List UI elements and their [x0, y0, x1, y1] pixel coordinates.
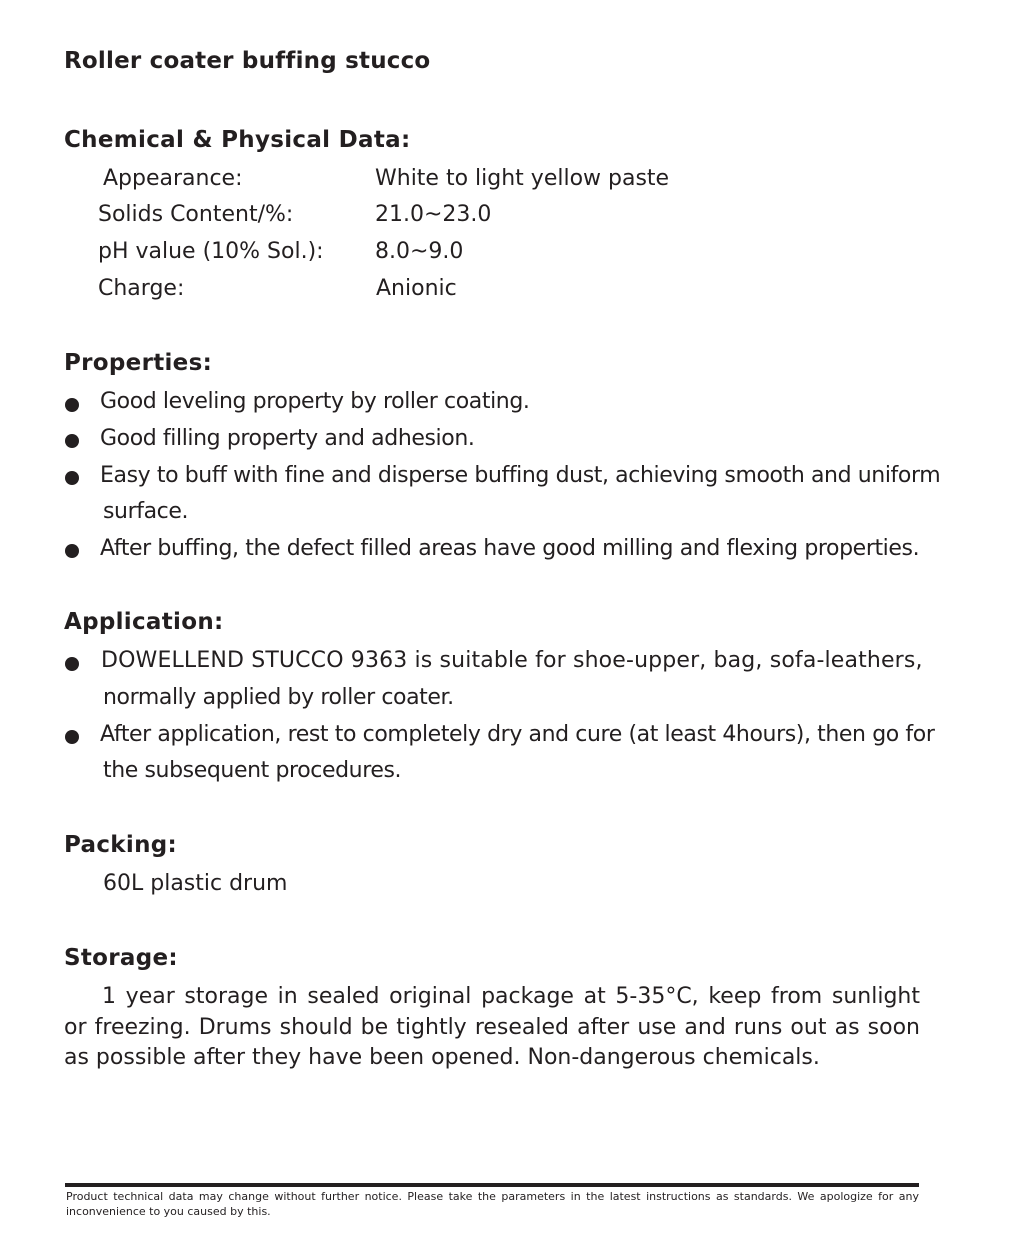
property-item-2: Good filling property and adhesion. [100, 426, 475, 451]
document-title: Roller coater buffing stucco [64, 48, 431, 74]
footer-divider [65, 1183, 919, 1187]
property-item-1: Good leveling property by roller coating. [100, 389, 530, 414]
solids-content-value: 21.0~23.0 [375, 202, 492, 227]
ph-value-label: pH value (10% Sol.): [98, 239, 324, 264]
bullet-icon [65, 434, 79, 448]
application-heading: Application: [64, 609, 224, 635]
storage-text: 1 year storage in sealed original package at 5-35°C, keep from sunlight or freezing. Drums should be tightly resealed after use and runs out as soon as possible after they have been opened. Non-dangerous chemicals. [64, 984, 920, 1070]
property-item-3-line2: surface. [103, 499, 189, 524]
footer-disclaimer: Product technical data may change without further notice. Please take the parameters in the latest instructions as standards. We apologize for any inconvenience to you caused by this. [66, 1190, 919, 1218]
chemical-physical-heading: Chemical & Physical Data: [64, 127, 411, 153]
properties-heading: Properties: [64, 350, 213, 376]
bullet-icon [65, 398, 79, 412]
appearance-value: White to light yellow paste [375, 166, 670, 191]
application-item-1-line1: DOWELLEND STUCCO 9363 is suitable for shoe-upper, bag, sofa-leathers, [101, 648, 923, 673]
bullet-icon [65, 471, 79, 485]
application-item-2-line2: the subsequent procedures. [103, 758, 402, 783]
solids-content-label: Solids Content/%: [98, 202, 294, 227]
property-item-4: After buffing, the defect filled areas have good milling and flexing properties. [100, 536, 920, 561]
bullet-icon [65, 730, 79, 744]
application-item-1-line2: normally applied by roller coater. [103, 685, 454, 710]
property-item-3-line1: Easy to buff with fine and disperse buffing dust, achieving smooth and uniform [100, 463, 941, 488]
ph-value-value: 8.0~9.0 [375, 239, 464, 264]
charge-value: Anionic [376, 276, 457, 301]
packing-heading: Packing: [64, 832, 178, 858]
storage-heading: Storage: [64, 945, 178, 971]
appearance-label: Appearance: [103, 166, 243, 191]
packing-text: 60L plastic drum [103, 871, 288, 896]
application-item-2-line1: After application, rest to completely dry and cure (at least 4hours), then go for [100, 722, 935, 747]
bullet-icon [65, 544, 79, 558]
charge-label: Charge: [98, 276, 185, 301]
bullet-icon [65, 657, 79, 671]
